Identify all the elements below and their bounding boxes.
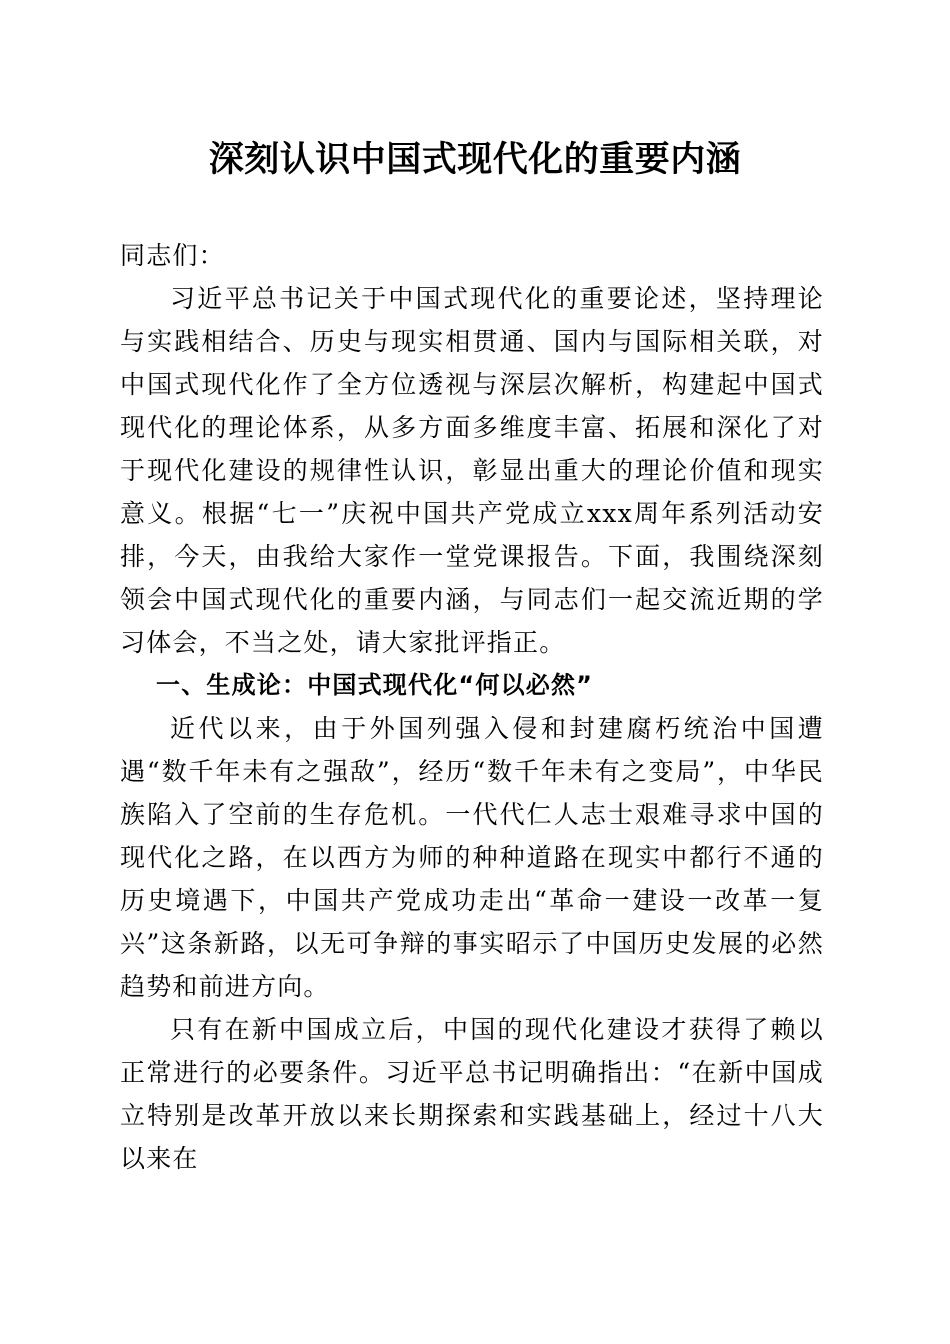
document-body xyxy=(120,234,824,1180)
document-title: 深刻认识中国式现代化的重要内涵 xyxy=(208,139,742,180)
paragraph-modern-history: 近代以来，由于外国列强入侵和封建腐朽统治中国遭遇“数千年未有之强敌”，经历“数千年未有之变局”，中华民族陷入了空前的生存危机。一代代仁人志士艰难寻求中国的现代化之路，在以西方为师的种种道路在现实中都行不通的历史境遇下，中国共产党成功走出“革命一建设一改革一复兴”这条新路，以无可争辩的事实昭示了中国历史发展的必然趋势和前进方向。 xyxy=(120,714,824,1001)
paragraph-intro: 习近平总书记关于中国式现代化的重要论述，坚持理论与实践相结合、历史与现实相贯通、国内与国际相关联，对中国式现代化作了全方位透视与深层次解析，构建起中国式现代化的理论体系，从多方面多维度丰富、拓展和深化了对于现代化建设的规律性认识，彰显出重大的理论价值和现实意义。根据“七一”庆祝中国共产党成立xxx周年系列活动安排，今天，由我给大家作一堂党课报告。下面，我围绕深刻领会中国式现代化的重要内涵，与同志们一起交流近期的学习体会，不当之处，请大家批评指正。 xyxy=(120,284,824,657)
salutation: 同志们： xyxy=(120,241,225,270)
section-heading: 一、生成论：中国式现代化“何以必然” xyxy=(156,671,594,699)
paragraph-new-china: 只有在新中国成立后，中国的现代化建设才获得了赖以正常进行的必要条件。习近平总书记明确指出：“在新中国成立特别是改革开放以来长期探索和实践基础上，经过十八大以来在 xyxy=(120,1015,824,1173)
